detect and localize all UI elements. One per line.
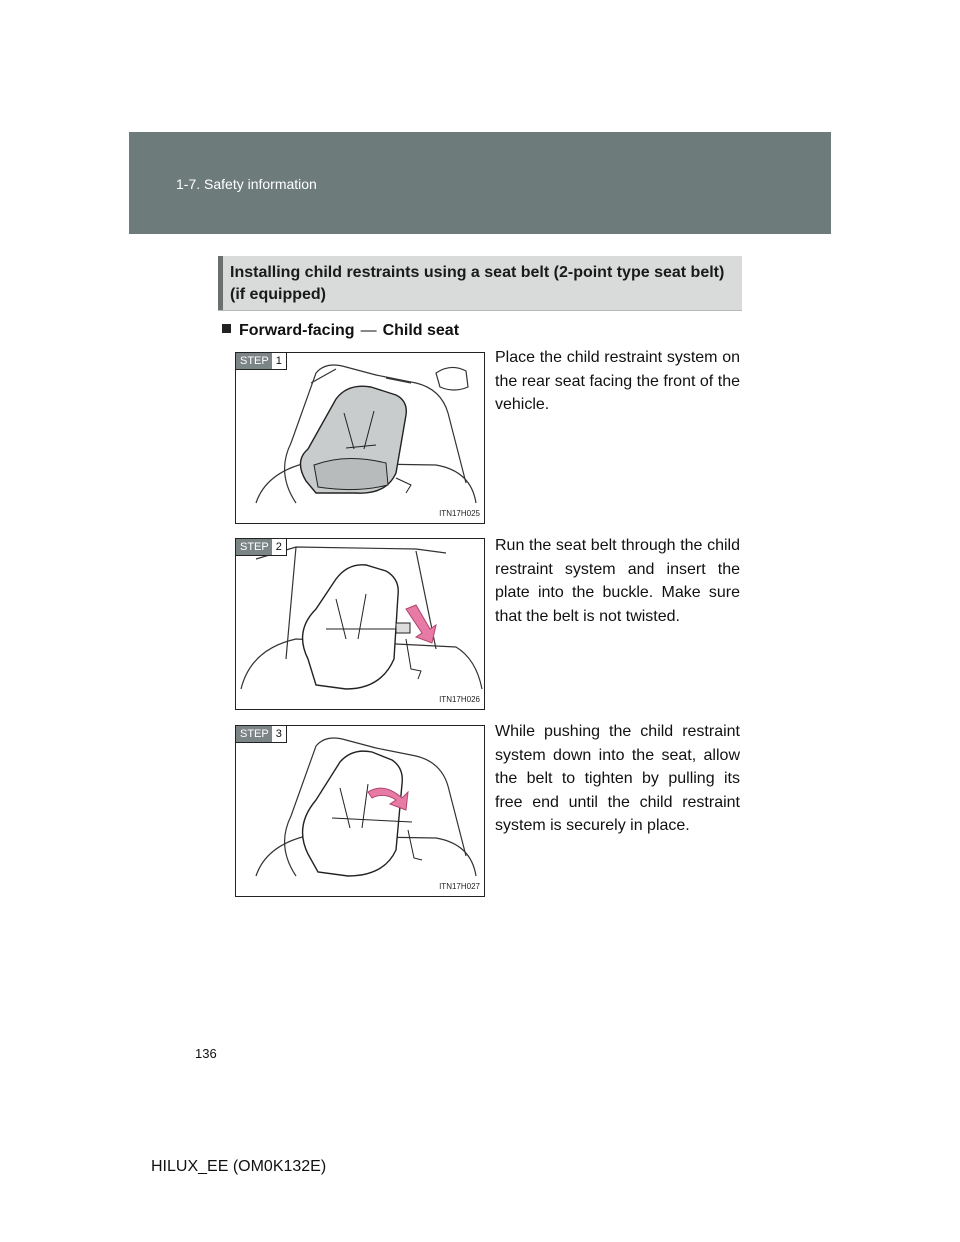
step-3-text: While pushing the child restraint system down into the seat, allow the belt to tighten by pulling its free end until the child restraint system is securely in place. xyxy=(495,723,740,834)
child-seat-illustration-3 xyxy=(236,726,484,896)
section-title-bar xyxy=(218,256,223,310)
footer-model-code: HILUX_EE (OM0K132E) xyxy=(151,1158,327,1175)
step-label-3: STEP 3 xyxy=(236,726,287,743)
subheading-right: Child seat xyxy=(382,322,460,339)
step-2-text: Run the seat belt through the child restraint system and insert the plate into the buckle. Make sure that the belt is not twisted. xyxy=(495,537,740,625)
header-section-title: 1-7. Safety information xyxy=(176,176,317,192)
square-bullet-icon xyxy=(222,324,231,333)
page-number: 136 xyxy=(195,1046,217,1061)
step-label-2: STEP 2 xyxy=(236,539,287,556)
child-seat-illustration-2 xyxy=(236,539,484,709)
subheading-left: Forward-facing xyxy=(239,322,355,339)
step-1-figure xyxy=(235,352,485,524)
figure-code-1: ITN17H025 xyxy=(439,509,480,518)
figure-code-2: ITN17H026 xyxy=(439,695,480,704)
figure-code-3: ITN17H027 xyxy=(439,882,480,891)
section-title-box xyxy=(218,256,742,311)
section-title: Installing child restraints using a seat belt (2-point type seat belt) (if equipped) xyxy=(230,264,725,303)
step-label-1: STEP 1 xyxy=(236,353,287,370)
subheading-dash: — xyxy=(360,322,377,339)
child-seat-illustration-1 xyxy=(236,353,484,523)
step-2-figure xyxy=(235,538,485,710)
step-1-text: Place the child restraint system on the rear seat facing the front of the vehicle. xyxy=(495,349,740,413)
step-3-figure xyxy=(235,725,485,897)
subheading xyxy=(222,320,459,342)
